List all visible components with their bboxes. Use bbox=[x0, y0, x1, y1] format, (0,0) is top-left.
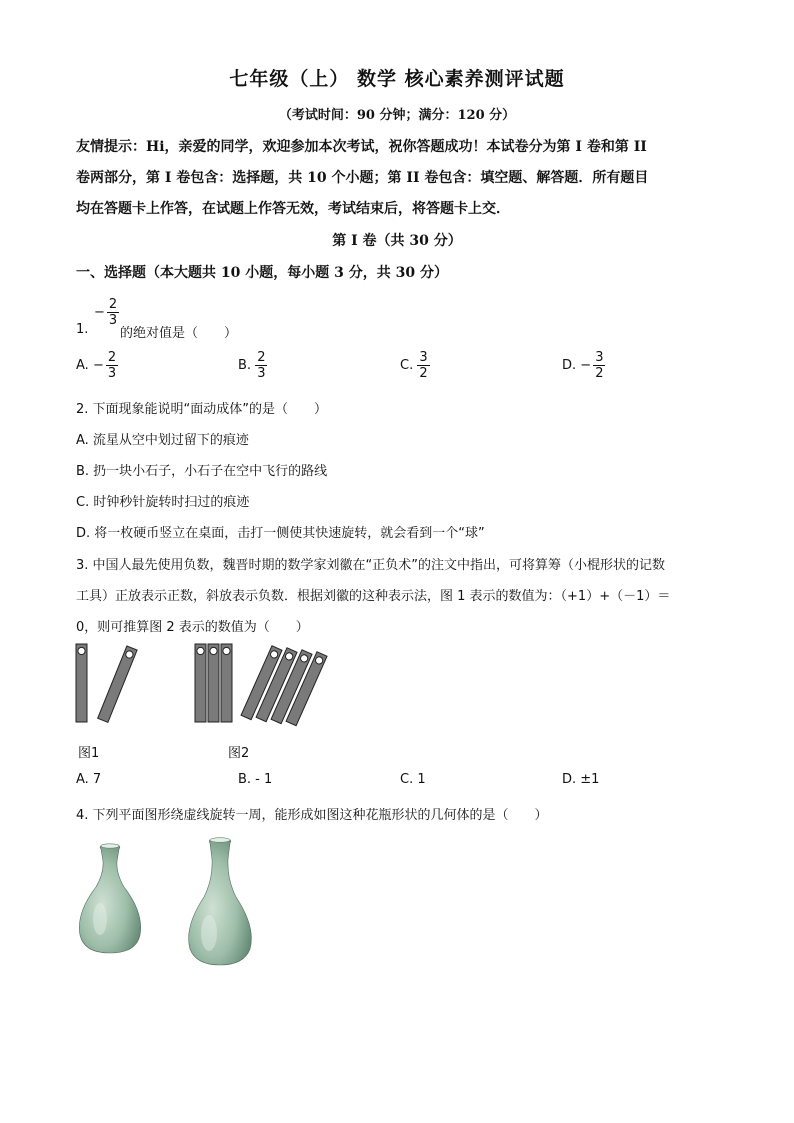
rod-upright-1 bbox=[195, 644, 206, 722]
vase-2 bbox=[189, 838, 252, 965]
q1-fraction bbox=[94, 297, 119, 328]
q3-option-a: A. 7 bbox=[76, 772, 102, 787]
tip-line-3: 均在答题卡上作答，在试题上作答无效，考试结束后，将答题卡上交． bbox=[76, 201, 510, 217]
tip-line-2: 卷两部分，第 I 卷包含：选择题，共 10 个小题；第 II 卷包含：填空题、解答题．所有题目 bbox=[76, 170, 649, 186]
q3-line-3: 0，则可推算图 2 表示的数值为（ ） bbox=[76, 620, 309, 635]
q2-option-a: A. 流星从空中划过留下的痕迹 bbox=[76, 433, 249, 448]
q3-option-b: B. - 1 bbox=[238, 772, 273, 787]
q3-option-c: C. 1 bbox=[400, 772, 426, 787]
figure-2-label: 图2 bbox=[228, 746, 250, 761]
figure-1-rods bbox=[70, 640, 150, 730]
figure-2-rods bbox=[190, 640, 340, 730]
q2-option-b: B. 扔一块小石子，小石子在空中飞行的路线 bbox=[76, 464, 328, 479]
q1-fraction-num: 2 bbox=[108, 297, 118, 312]
q2-option-c: C. 时钟秒针旋转时扫过的痕迹 bbox=[76, 495, 250, 510]
q1-fraction-den: 3 bbox=[108, 313, 118, 328]
rod-upright-2 bbox=[208, 644, 219, 722]
q3-line-2: 工具）正放表示正数，斜放表示负数．根据刘徽的这种表示法，图 1 表示的数值为：（+1）+（－1）＝ bbox=[76, 589, 671, 604]
q1-fraction-sign: − bbox=[94, 305, 105, 320]
vase-1 bbox=[79, 844, 140, 953]
q2-option-d: D. 将一枚硬币竖立在桌面，击打一侧使其快速旋转，就会看到一个“球” bbox=[76, 526, 485, 541]
tip-line-1: 友情提示：Hi，亲爱的同学，欢迎参加本次考试，祝你答题成功！本试卷分为第 I 卷和第 II bbox=[76, 139, 647, 155]
q1-text: 的绝对值是（ ） bbox=[120, 326, 238, 341]
vase-images bbox=[70, 835, 270, 975]
q1-number: 1. bbox=[76, 322, 89, 337]
q4-stem: 4. 下列平面图形绕虚线旋转一周，能形成如图这种花瓶形状的几何体的是（ ） bbox=[76, 808, 548, 823]
exam-subtitle: （考试时间：90 分钟；满分：120 分） bbox=[278, 108, 516, 123]
q2-stem: 2. 下面现象能说明“面动成体”的是（ ） bbox=[76, 402, 328, 417]
part1-title: 一、选择题（本大题共 10 小题，每小题 3 分，共 30 分） bbox=[76, 265, 448, 281]
q1-option-b: B. $\frac{2}{3}$ bbox=[238, 350, 266, 381]
section-title: 第 I 卷（共 30 分） bbox=[332, 233, 462, 249]
rod-upright-3 bbox=[221, 644, 232, 722]
rod-upright bbox=[76, 644, 87, 722]
q3-line-1: 3. 中国人最先使用负数，魏晋时期的数学家刘徽在“正负术”的注文中指出，可将算筹（小棍形状的记数 bbox=[76, 558, 666, 573]
q1-option-c: C. $\frac{3}{2}$ bbox=[400, 350, 428, 381]
exam-title: 七年级（上） 数学 核心素养测评试题 bbox=[229, 68, 565, 90]
q1-option-d: D. − $\frac{3}{2}$ bbox=[562, 350, 604, 381]
rod-slanted bbox=[98, 646, 137, 722]
q1-option-a: A. − $\frac{2}{3}$ bbox=[76, 350, 117, 381]
q3-option-d: D. ±1 bbox=[562, 772, 600, 787]
figure-1-label: 图1 bbox=[78, 746, 100, 761]
